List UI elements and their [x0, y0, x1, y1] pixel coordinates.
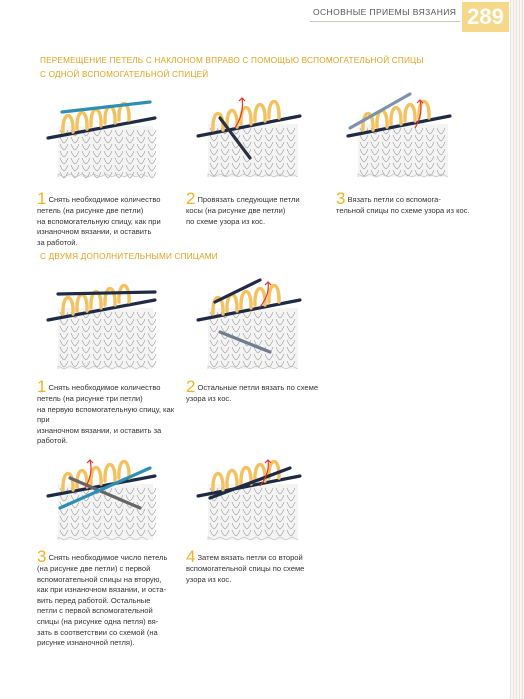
- yarn-loop: [405, 105, 415, 122]
- step-1-double: 1 Снять необходимое количество петель (на рисунке три петли) на первую вспомогательную спицу, как при изнаночном вязании, и оставить за работой.: [37, 377, 175, 446]
- step-3-double: 3 Снять необходимое число петель (на рисунке две петли) с первой вспомогательной спицы на вторую, как при изнаночном вязании, и оста- вить перед работой. Остальные петли с первой вспомогательной спицы (на рисунке одна петля) вя- зать в соответствии со схемой (на рисунке изнаночной петля).: [37, 547, 168, 648]
- step-2-single: 2 Провязать следующие петли косы (на рисунке две петли) по схеме узора из кос.: [186, 189, 300, 226]
- yarn-loop: [255, 105, 265, 122]
- yarn-loop: [241, 292, 251, 309]
- step-3-single: 3 Вязать петли со вспомога- тельной спицы по схеме узора из кос.: [336, 189, 470, 215]
- section-heading: ПЕРЕМЕЩЕНИЕ ПЕТЕЛЬ С НАКЛОНОМ ВПРАВО С ПОМОЩЬЮ ВСПОМОГАТЕЛЬНОЙ СПИЦЫ: [40, 56, 424, 65]
- yarn-loop: [105, 465, 115, 482]
- illustration-step1-double: [40, 272, 165, 377]
- yarn-loop: [391, 108, 401, 125]
- subheading-one-needle: С ОДНОЙ ВСПОМОГАТЕЛЬНОЙ СПИЦЕЙ: [40, 70, 209, 79]
- yarn-loop: [105, 289, 115, 306]
- yarn-loop: [119, 462, 129, 479]
- knit-fabric: [208, 308, 298, 369]
- illustration-step1-single: [40, 90, 165, 185]
- yarn-loop: [91, 110, 101, 127]
- page-number: 289: [462, 2, 509, 32]
- yarn-loop: [269, 102, 279, 119]
- running-header: ОСНОВНЫЕ ПРИЕМЫ ВЯЗАНИЯ: [313, 7, 457, 17]
- yarn-loop: [269, 286, 279, 303]
- step-2-double: 2 Остальные петли вязать по схеме узора из кос.: [186, 377, 319, 403]
- page-edge: [510, 0, 524, 699]
- step-1-single: 1 Снять необходимое количество петель (на рисунке две петли) на вспомогательную спицу, как при изнаночном вязании, и оставить за работой.: [37, 189, 161, 247]
- fabric-background: [58, 308, 153, 369]
- yarn-loop: [105, 107, 115, 124]
- subheading-two-needles: С ДВУМЯ ДОПОЛНИТЕЛЬНЫМИ СПИЦАМИ: [40, 252, 218, 261]
- yarn-loop: [91, 468, 101, 485]
- fabric-background: [208, 308, 298, 369]
- illustration-step4-double: [190, 448, 310, 548]
- knit-fabric: [58, 308, 156, 369]
- cable-needle: [58, 292, 155, 294]
- header-rule: [310, 21, 460, 22]
- illustration-step2-single: [190, 88, 310, 185]
- illustration-step2-double: [190, 272, 310, 377]
- step-4-double: 4 Затем вязать петли со второй вспомогательной спицы по схеме узора из кос.: [186, 547, 305, 584]
- illustration-step3-single: [340, 88, 460, 185]
- illustration-step3-double: [40, 448, 165, 548]
